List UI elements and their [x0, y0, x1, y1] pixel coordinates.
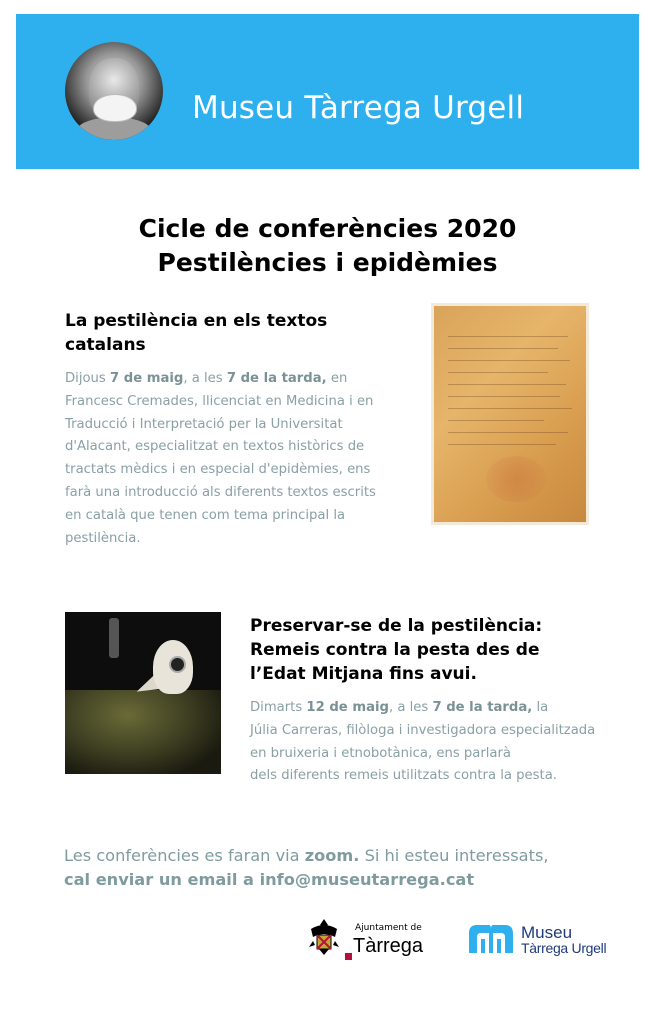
museu-logo-line-2: Tàrrega Urgell	[521, 940, 607, 956]
registration-note-line-1: Les conferències es faran via zoom. Si hi esteu interessats,	[64, 846, 549, 865]
lecture-2-title-line-2: Remeis contra la pesta des de	[250, 640, 540, 660]
lecture-1-desc-line-5: tractats mèdics i en especial d'epidèmies, ens	[65, 462, 371, 478]
lecture-2-desc-line-3: en bruixeria i etnobotànica, ens parlarà	[250, 745, 512, 761]
lecture-1-desc-line-6: farà una introducció als diferents textos escrits	[65, 484, 376, 500]
wax-stain	[486, 456, 546, 502]
lecture-1-title	[65, 309, 327, 357]
lecture-2-desc-line-2: Júlia Carreras, filòloga i investigadora especialitzada	[250, 722, 596, 738]
lecture-2-desc-line-4: dels diferents remeis utilitzats contra la pesta.	[250, 768, 557, 784]
manuscript-image	[434, 306, 586, 522]
registration-note	[64, 844, 549, 892]
registration-email-line[interactable]: cal enviar un email a info@museutarrega.cat	[64, 870, 475, 889]
tarrega-logo-name: Tàrrega	[353, 935, 424, 957]
title-line-1: Cicle de conferències 2020	[138, 214, 517, 243]
lecture-2-title	[250, 614, 542, 686]
masked-statue-avatar	[65, 42, 163, 140]
coat-of-arms-icon	[305, 917, 343, 957]
red-square-mark	[345, 953, 352, 960]
lecture-1-desc-line-7: en català que tenen com tema principal la	[65, 507, 346, 523]
lecture-1-desc-line-4: d'Alacant, especialitzat en textos històrics de	[65, 439, 365, 455]
lecture-1-desc-line-3: Traducció i Interpretació per la Universitat	[65, 416, 343, 432]
lecture-1-desc-line-8: pestilència.	[65, 530, 141, 546]
lecture-2-description	[250, 697, 595, 788]
lecture-1-title-line-1: La pestilència en els textos	[65, 311, 328, 331]
tarrega-logo-small-text: Ajuntament de	[355, 923, 422, 933]
header-banner	[16, 14, 639, 169]
lecture-1-desc-line-2: Francesc Cremades, llicenciat en Medicina i en	[65, 393, 374, 409]
lecture-2-title-line-1: Preservar-se de la pestilència:	[250, 616, 543, 636]
museum-title: Museu Tàrrega Urgell	[192, 90, 525, 126]
moss-foliage	[65, 690, 221, 774]
museum-arch-icon	[467, 923, 515, 955]
lecture-1-title-line-2: catalans	[65, 335, 146, 355]
mask-eye	[169, 656, 186, 673]
ajuntament-tarrega-logo	[305, 915, 425, 963]
museu-tarrega-urgell-logo	[467, 919, 622, 961]
page-title	[0, 212, 655, 280]
lecture-2-desc-line-1: Dimarts 12 de maig, a les 7 de la tarda, la	[250, 700, 549, 715]
lecture-2-title-line-3: l’Edat Mitjana fins avui.	[250, 664, 477, 684]
lecture-1-desc-line-1: Dijous 7 de maig, a les 7 de la tarda, en	[65, 371, 348, 386]
title-line-2: Pestilències i epidèmies	[157, 248, 498, 277]
bottle-shape	[109, 618, 119, 658]
museu-logo-line-1: Museu	[521, 923, 573, 942]
lecture-1-description	[65, 368, 376, 550]
face-mask-icon	[93, 94, 137, 122]
plague-doctor-mask-image	[65, 612, 221, 774]
